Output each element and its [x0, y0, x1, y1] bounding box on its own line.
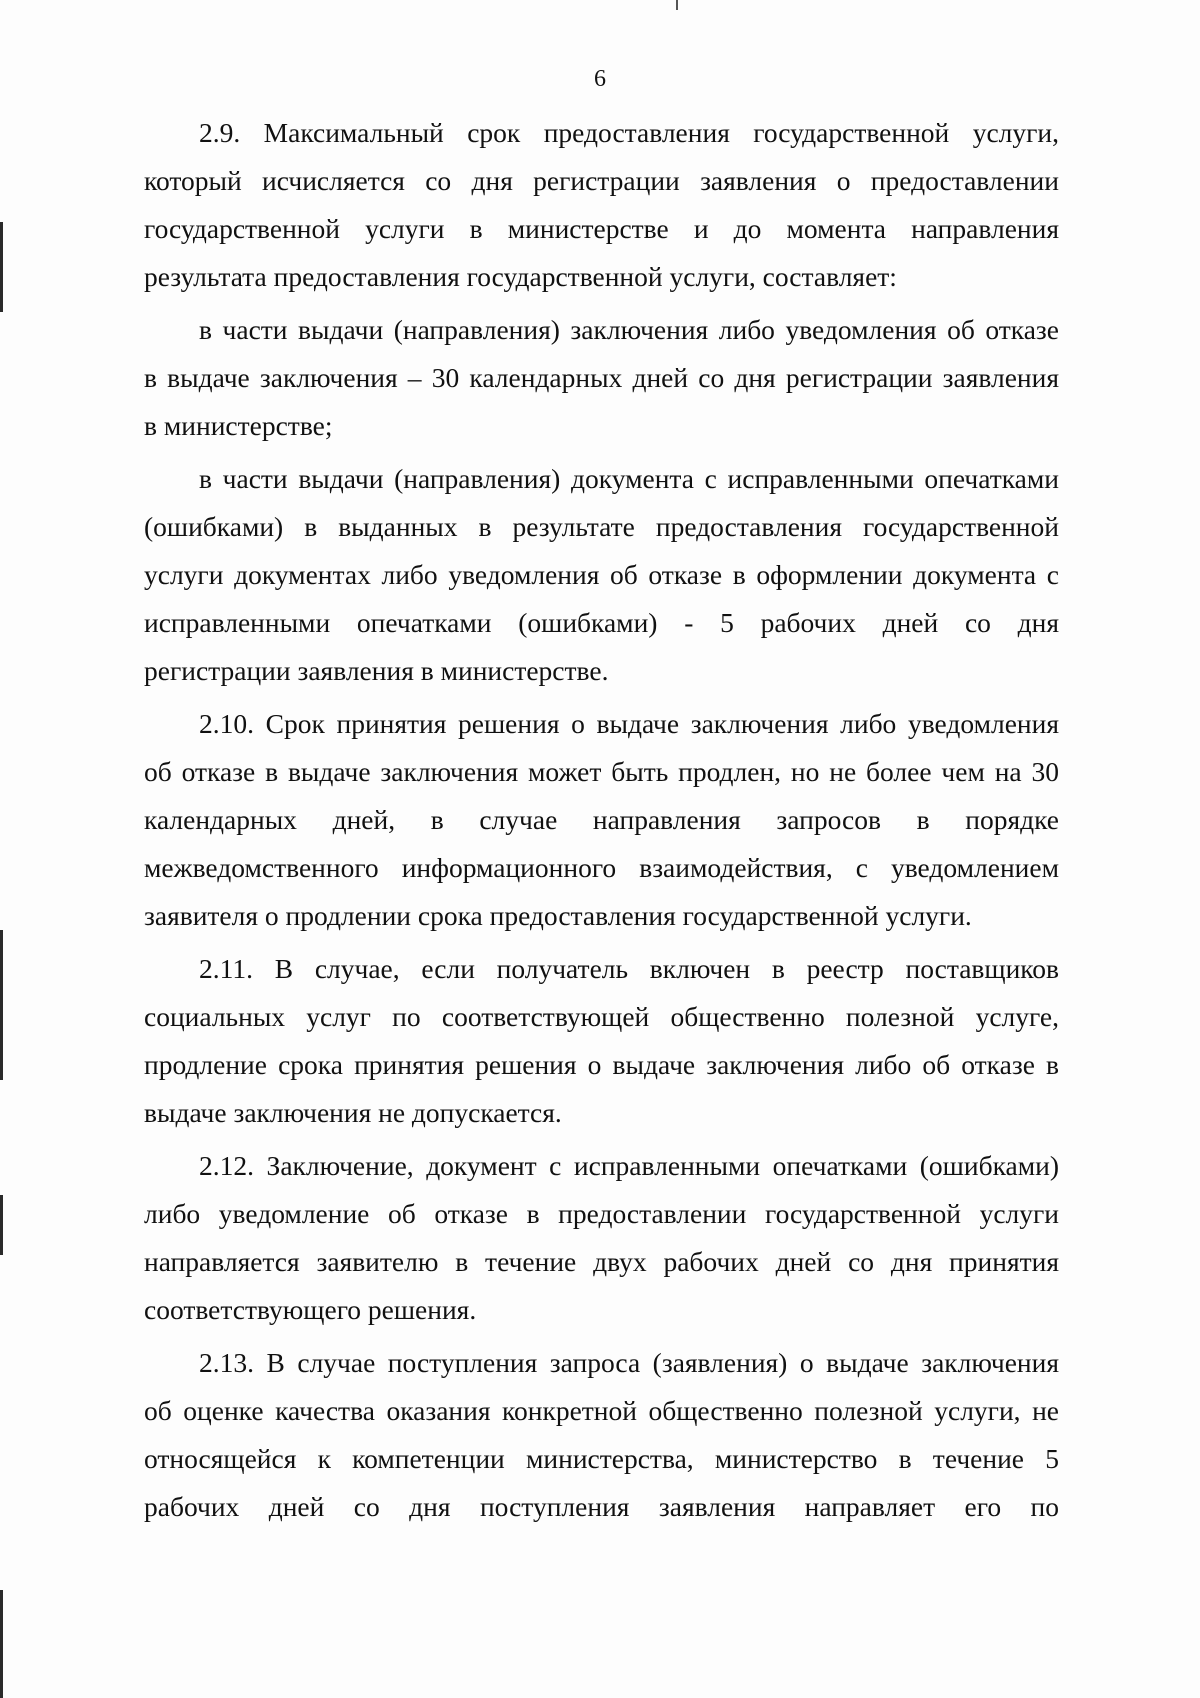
paragraph-line: результата предоставления государственной услуги, составляет:	[144, 261, 897, 292]
paragraph-line: в части выдачи (направления) документа с исправленными опечатками	[199, 463, 1059, 494]
paragraph	[144, 1339, 1059, 1531]
paragraph-line: календарных дней, в случае направления запросов в порядке	[144, 804, 1059, 835]
paragraph-line: 2.12. Заключение, документ с исправленными опечатками (ошибками)	[199, 1150, 1059, 1181]
paragraph-line: рабочих дней со дня поступления заявления направляет его по	[144, 1491, 1059, 1522]
paragraph-line: (ошибками) в выданных в результате предоставления государственной	[144, 511, 1059, 542]
paragraph	[144, 1142, 1059, 1334]
paragraph-line: направляется заявителю в течение двух рабочих дней со дня принятия	[144, 1246, 1059, 1277]
paragraph-line: выдаче заключения не допускается.	[144, 1097, 562, 1128]
scan-edge-mark	[0, 930, 3, 1080]
document-body	[144, 109, 1059, 1531]
paragraph-line: в выдаче заключения – 30 календарных дней со дня регистрации заявления	[144, 362, 1059, 393]
paragraph-line: 2.9. Максимальный срок предоставления государственной услуги,	[199, 117, 1059, 148]
paragraph-line: соответствующего решения.	[144, 1294, 477, 1325]
paragraph-line: который исчисляется со дня регистрации заявления о предоставлении	[144, 165, 1059, 196]
page-number: 6	[594, 66, 606, 92]
paragraph-line: регистрации заявления в министерстве.	[144, 655, 609, 686]
paragraph-line: исправленными опечатками (ошибками) - 5 рабочих дней со дня	[144, 607, 1059, 638]
paragraph	[144, 306, 1059, 450]
paragraph-line: межведомственного информационного взаимодействия, с уведомлением	[144, 852, 1059, 883]
paragraph	[144, 945, 1059, 1137]
paragraph	[144, 455, 1059, 695]
paragraph-line: в министерстве;	[144, 410, 333, 441]
paragraph-line: об оценке качества оказания конкретной общественно полезной услуги, не	[144, 1395, 1059, 1426]
paragraph-line: 2.10. Срок принятия решения о выдаче заключения либо уведомления	[199, 708, 1059, 739]
paragraph	[144, 700, 1059, 940]
paragraph-line: 2.11. В случае, если получатель включен в реестр поставщиков	[199, 953, 1059, 984]
paragraph-line: социальных услуг по соответствующей общественно полезной услуге,	[144, 1001, 1059, 1032]
scan-edge-mark	[0, 1590, 3, 1698]
paragraph-line: государственной услуги в министерстве и до момента направления	[144, 213, 1059, 244]
scan-artifact-top	[676, 0, 678, 10]
paragraph-line: продление срока принятия решения о выдаче заключения либо об отказе в	[144, 1049, 1059, 1080]
paragraph-line: в части выдачи (направления) заключения либо уведомления об отказе	[199, 314, 1059, 345]
paragraph	[144, 109, 1059, 301]
paragraph-line: относящейся к компетенции министерства, министерство в течение 5	[144, 1443, 1059, 1474]
paragraph-line: либо уведомление об отказе в предоставлении государственной услуги	[144, 1198, 1059, 1229]
scan-edge-mark	[0, 1195, 3, 1255]
scan-edge-mark	[0, 222, 3, 312]
paragraph-line: об отказе в выдаче заключения может быть продлен, но не более чем на 30	[144, 756, 1059, 787]
paragraph-line: заявителя о продлении срока предоставления государственной услуги.	[144, 900, 972, 931]
paragraph-line: услуги документах либо уведомления об отказе в оформлении документа с	[144, 559, 1059, 590]
paragraph-line: 2.13. В случае поступления запроса (заявления) о выдаче заключения	[199, 1347, 1059, 1378]
